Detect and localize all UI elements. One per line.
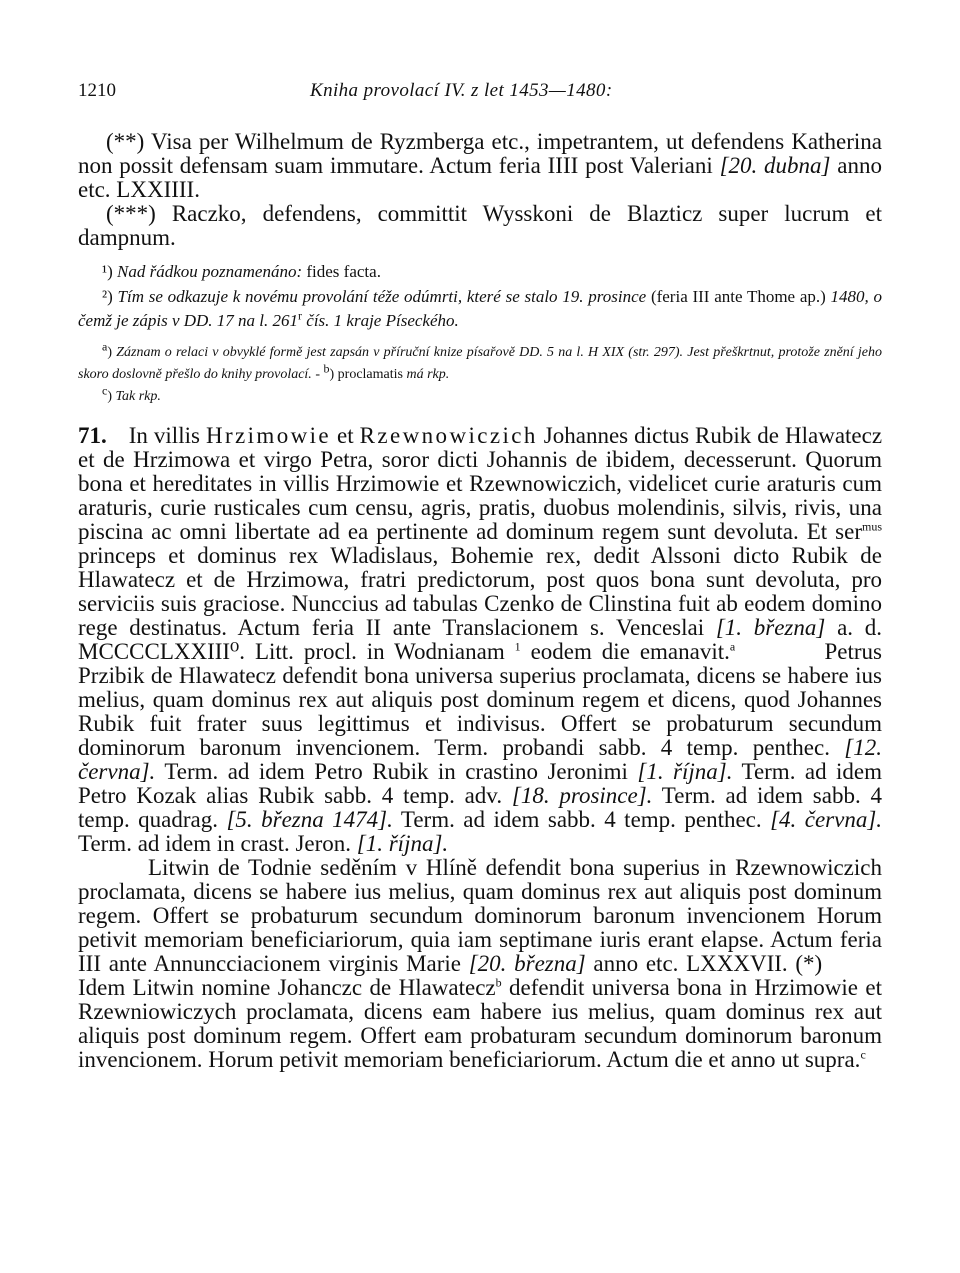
running-header <box>78 80 882 106</box>
entry-text: Johannes dictus Rubik de Hlawatecz et de Hrzimowa et virgo Petra, soror dicti Johannis de ibidem, decesserunt. Quorum bona et hereditates in villis Hrzimowie et Rzewnowiczich, videlicet curie araturis cum araturis, curie rusticales cum censu, agris, pratis, duobus molendinis, silvis, rivis, una piscina ac omni libertate ad ea pertinente ad dominum regem sunt devoluta. Et ser <box>78 422 883 544</box>
footnote-a: $^a$) Záznam o relaci v obvyklé formě jest zapsán v příruční knize písařově DD. 5 na l. H XIX (str. 297). Jest přeškrtnut, protože znění jeho skoro doslovně přešlo do knihy provolací. - $^b$) proclamatis má rkp. <box>78 338 882 382</box>
footnote-ref: a <box>729 638 736 653</box>
entry-number: 71. <box>78 422 107 448</box>
footnote-italic: 1480, o čemž je zápis v DD. 17 na l. 261 <box>78 286 883 330</box>
entry-text: defendit universa bona in Hrzimowie et Rzewniowiczych proclamata, dicens eam habere ius melius, quam dominus rex aut aliquis post dominum regem. Offert eam probaturam secundum dominorum baronum invencionem. Horum petivit memoriam beneficiariorum. Actum die et anno ut supra. <box>78 974 883 1072</box>
date-annotation: [4. června]. <box>770 806 883 832</box>
footnote-2 <box>78 285 882 334</box>
entry-text: In villis <box>128 422 200 448</box>
entry-text: princeps et dominus rex Wladislaus, Bohemie rex, dedit Alssoni dicto Rubik de Hlawatecz et de Hrzimowa, fratri predictorum, post quos bona sunt devoluta, pro serviciis suis graciose. Nunccius ad tabulas Czenko de Clinstina fuit ab eodem domino rege destinatus. Actum feria II ante Translacionem s. Venceslai <box>78 542 882 640</box>
entry-text: anno etc. LXXXVII. (*) <box>593 950 823 976</box>
entry-text: Term. ad idem sabb. 4 temp. penthec. <box>400 806 762 832</box>
footnote-italic: Nad řádkou poznamenáno: <box>117 262 303 281</box>
date-annotation: [5. března 1474]. <box>226 806 393 832</box>
footnote-italic: Tak rkp. <box>115 388 161 404</box>
footnote-ref: 1 <box>514 638 521 653</box>
footnote-mark: a <box>102 338 108 353</box>
entry-text: Idem Litwin nomine Johanczc de Hlawatecz <box>78 974 496 1000</box>
footnote-mark: c <box>102 382 108 397</box>
footnote-mark: b <box>323 360 330 375</box>
entry-text: Term. ad idem sabb. 4 temp. quadrag. <box>78 782 882 832</box>
entry-text: Litwin de Todnie seděním v Hlíně defendit bona superius in Rzewnowiczich proclamata, dicens se habere ius melius, quam dominus rex aut aliquis post dominum regem. Offert se probaturum secundum dominorum baronum invencionem Horum petivit memoriam beneficiariorum, quia iam septimane iuris erant elapse. Actum feria III ante Annuncciacionem virginis Marie <box>78 854 882 976</box>
date-annotation: [1. října]. <box>356 830 449 856</box>
note-double-asterisk <box>78 130 882 202</box>
note-triple-asterisk: (***) Raczko, defendens, committit Wysskoni de Blazticz super lucrum et dampnum. <box>78 201 882 250</box>
footnote-dash: - <box>315 366 320 382</box>
footnote-c: $^c$) Tak rkp. <box>102 382 161 404</box>
entry-text: et <box>337 422 354 448</box>
footnote-mark: ¹) <box>102 262 113 281</box>
date-annotation: [1. října]. <box>637 758 733 784</box>
footnote-1 <box>78 260 882 285</box>
entry-text: a. d. MCCCCLXXIII⁰. Litt. procl. in Wodnianam <box>78 614 883 664</box>
superscript: mus <box>861 518 882 533</box>
date-annotation: [12. června]. <box>78 734 882 784</box>
footnote-text: fides facta. <box>306 262 381 281</box>
footnote-italic: má rkp. <box>406 366 450 382</box>
footnote-italic: čís. 1 kraje Píseckého. <box>306 311 459 330</box>
note-text: anno etc. LXXIIII. <box>78 153 883 202</box>
entry-71 <box>78 424 882 1072</box>
entry-text: Term. ad idem in crast. Jeron. <box>78 830 352 856</box>
place-name: Rzewnowiczich <box>359 422 538 448</box>
entry-paragraph-2 <box>78 856 882 1072</box>
note-text: (**) Visa per Wilhelmum de Ryzmberga etc., impetrantem, ut defendens Katherina non possit defensam suam immutare. Actum feria IIII post Valeriani <box>78 129 882 178</box>
running-title: Kniha provolací IV. z let 1453—1480: <box>310 80 613 101</box>
entry-text: eodem die emanavit. <box>530 638 730 664</box>
footnote-sup: r <box>298 308 303 323</box>
footnote-italic: Záznam o relaci v obvyklé formě jest zapsán v příruční knize písařově DD. 5 na l. H XIX (str. 297). Jest přeškrtnut, protože znění jeho skoro doslovně přešlo do knihy provolací. <box>78 344 882 382</box>
place-name: Hrzimowie <box>205 422 332 448</box>
footnote-ref: c <box>860 1046 866 1061</box>
entry-text: Term. ad idem Petro Kozak alias Rubik sabb. 4 temp. adv. <box>78 758 883 808</box>
footnote-text: (feria III ante Thome ap.) <box>650 286 826 306</box>
footnote-text: proclamatis <box>337 366 403 382</box>
footnotes <box>78 260 882 408</box>
date-annotation: [20. března] <box>468 950 586 976</box>
date-annotation: [1. března] <box>715 614 826 640</box>
footnote-italic: Tím se odkazuje k novému provolání téže odúmrti, které se stalo 19. prosince <box>117 286 647 306</box>
date-annotation: [18. prosince]. <box>511 782 653 808</box>
footnote-gap <box>78 334 882 342</box>
footnote-mark: ²) <box>102 286 113 306</box>
entry-text: Petrus Przibik de Hlawatecz defendit bona universa superius proclamata, dicens se habere ius melius, quam dominus rex aut aliquis post dominum regem et dicens, quod Johannes Rubik fuit frater suus legittimus et indivisus. Offert se probaturum secundum dominorum baronum invencionem. Term. probandi sabb. 4 temp. penthec. <box>78 638 882 760</box>
page-number: 1210 <box>78 80 116 101</box>
date-annotation: [20. dubna] <box>719 153 831 178</box>
entry-text: Term. ad idem Petro Rubik in crastino Jeronimi <box>164 758 628 784</box>
footnote-ref: b <box>495 974 502 989</box>
top-notes <box>78 130 882 250</box>
entry-paragraph-1 <box>78 424 882 856</box>
